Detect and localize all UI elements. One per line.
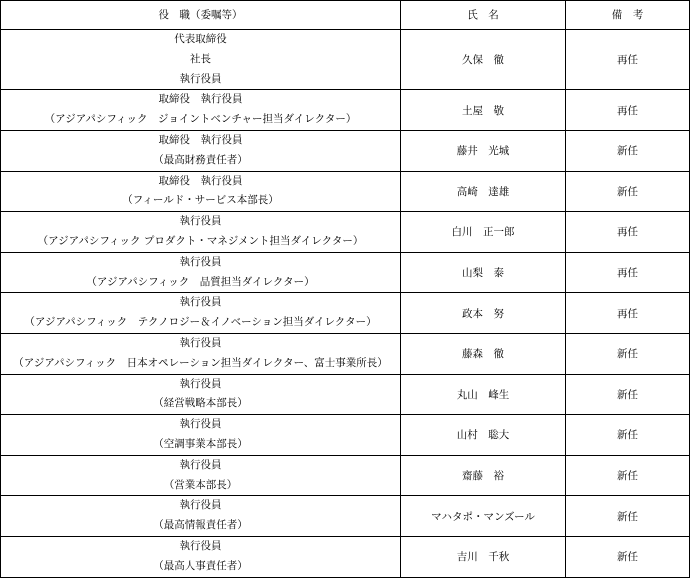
name-cell: 久保 徹 <box>401 30 566 90</box>
role-cell <box>1 90 401 131</box>
role-line: （アジアパシフィック プロダクト・マネジメント担当ダイレクター） <box>37 234 364 247</box>
note-cell: 再任 <box>566 30 690 90</box>
name-cell: 齋藤 裕 <box>401 455 566 496</box>
note-cell: 新任 <box>566 496 690 537</box>
role-line: （アジアパシフィック 品質担当ダイレクター） <box>86 275 315 288</box>
table-row <box>1 496 690 537</box>
role-line: （アジアパシフィック 日本オペレーション担当ダイレクター、富士事業所長） <box>13 356 388 369</box>
table-row <box>1 415 690 456</box>
note-cell: 新任 <box>566 374 690 415</box>
role-line: （最高人事責任者） <box>153 559 248 572</box>
role-line: 執行役員 <box>179 499 222 512</box>
role-line: 代表取締役 <box>174 33 227 45</box>
role-line: （最高情報責任者） <box>153 519 248 532</box>
table-row <box>1 293 690 334</box>
header-role: 役 職（委嘱等） <box>1 1 401 30</box>
role-cell <box>1 455 401 496</box>
name-cell: 藤森 徹 <box>401 333 566 374</box>
role-line: 執行役員 <box>179 418 222 431</box>
role-line: 取締役 執行役員 <box>158 93 243 106</box>
role-cell <box>1 212 401 253</box>
role-cell <box>1 171 401 212</box>
role-cell <box>1 130 401 171</box>
role-line: 取締役 執行役員 <box>158 133 243 146</box>
name-cell: 白川 正一郎 <box>401 212 566 253</box>
note-cell: 再任 <box>566 90 690 131</box>
role-line: （アジアパシフィック ジョイントベンチャー担当ダイレクター） <box>44 113 357 126</box>
name-cell: 吉川 千秋 <box>401 536 566 577</box>
table-row <box>1 374 690 415</box>
role-cell <box>1 293 401 334</box>
role-line: 執行役員 <box>179 539 222 552</box>
role-line: 執行役員 <box>179 377 222 390</box>
note-cell: 新任 <box>566 415 690 456</box>
role-line: 執行役員 <box>179 336 222 349</box>
name-cell: 山梨 泰 <box>401 252 566 293</box>
role-line: 執行役員 <box>179 458 222 471</box>
role-line: 執行役員 <box>179 255 222 268</box>
role-cell <box>1 333 401 374</box>
role-line: 取締役 執行役員 <box>158 174 243 187</box>
note-cell: 再任 <box>566 252 690 293</box>
table-row <box>1 333 690 374</box>
table-row <box>1 455 690 496</box>
table-header-row <box>1 1 690 30</box>
table-row <box>1 252 690 293</box>
name-cell: 政本 努 <box>401 293 566 334</box>
table-row <box>1 30 690 90</box>
header-name: 氏 名 <box>401 1 566 30</box>
note-cell: 新任 <box>566 333 690 374</box>
table-row <box>1 212 690 253</box>
note-cell: 再任 <box>566 293 690 334</box>
role-line: 執行役員 <box>179 215 222 228</box>
role-line: （フィールド・サービス本部長） <box>122 194 279 207</box>
name-cell: マハタポ・マンズール <box>401 496 566 537</box>
table-row <box>1 90 690 131</box>
table-row <box>1 171 690 212</box>
role-line: 執行役員 <box>179 72 222 85</box>
role-cell <box>1 374 401 415</box>
role-cell <box>1 252 401 293</box>
name-cell: 山村 聡大 <box>401 415 566 456</box>
role-cell <box>1 415 401 456</box>
role-line: （営業本部長） <box>163 478 238 491</box>
name-cell: 土屋 敬 <box>401 90 566 131</box>
role-line: 執行役員 <box>179 296 222 309</box>
role-line: （アジアパシフィック テクノロジー＆イノベーション担当ダイレクター） <box>24 316 377 329</box>
header-note: 備 考 <box>566 1 690 30</box>
note-cell: 新任 <box>566 171 690 212</box>
note-cell: 新任 <box>566 130 690 171</box>
role-line: 社長 <box>190 52 211 65</box>
name-cell: 丸山 峰生 <box>401 374 566 415</box>
table-row <box>1 130 690 171</box>
name-cell: 藤井 光城 <box>401 130 566 171</box>
note-cell: 新任 <box>566 536 690 577</box>
role-cell <box>1 496 401 537</box>
note-cell: 新任 <box>566 455 690 496</box>
table-row <box>1 536 690 577</box>
role-line: （経営戦略本部長） <box>153 397 248 410</box>
role-cell <box>1 30 401 90</box>
role-line: （空調事業本部長） <box>153 437 248 450</box>
role-line: （最高財務責任者） <box>153 153 248 166</box>
note-cell: 再任 <box>566 212 690 253</box>
name-cell: 高崎 達雄 <box>401 171 566 212</box>
role-cell <box>1 536 401 577</box>
